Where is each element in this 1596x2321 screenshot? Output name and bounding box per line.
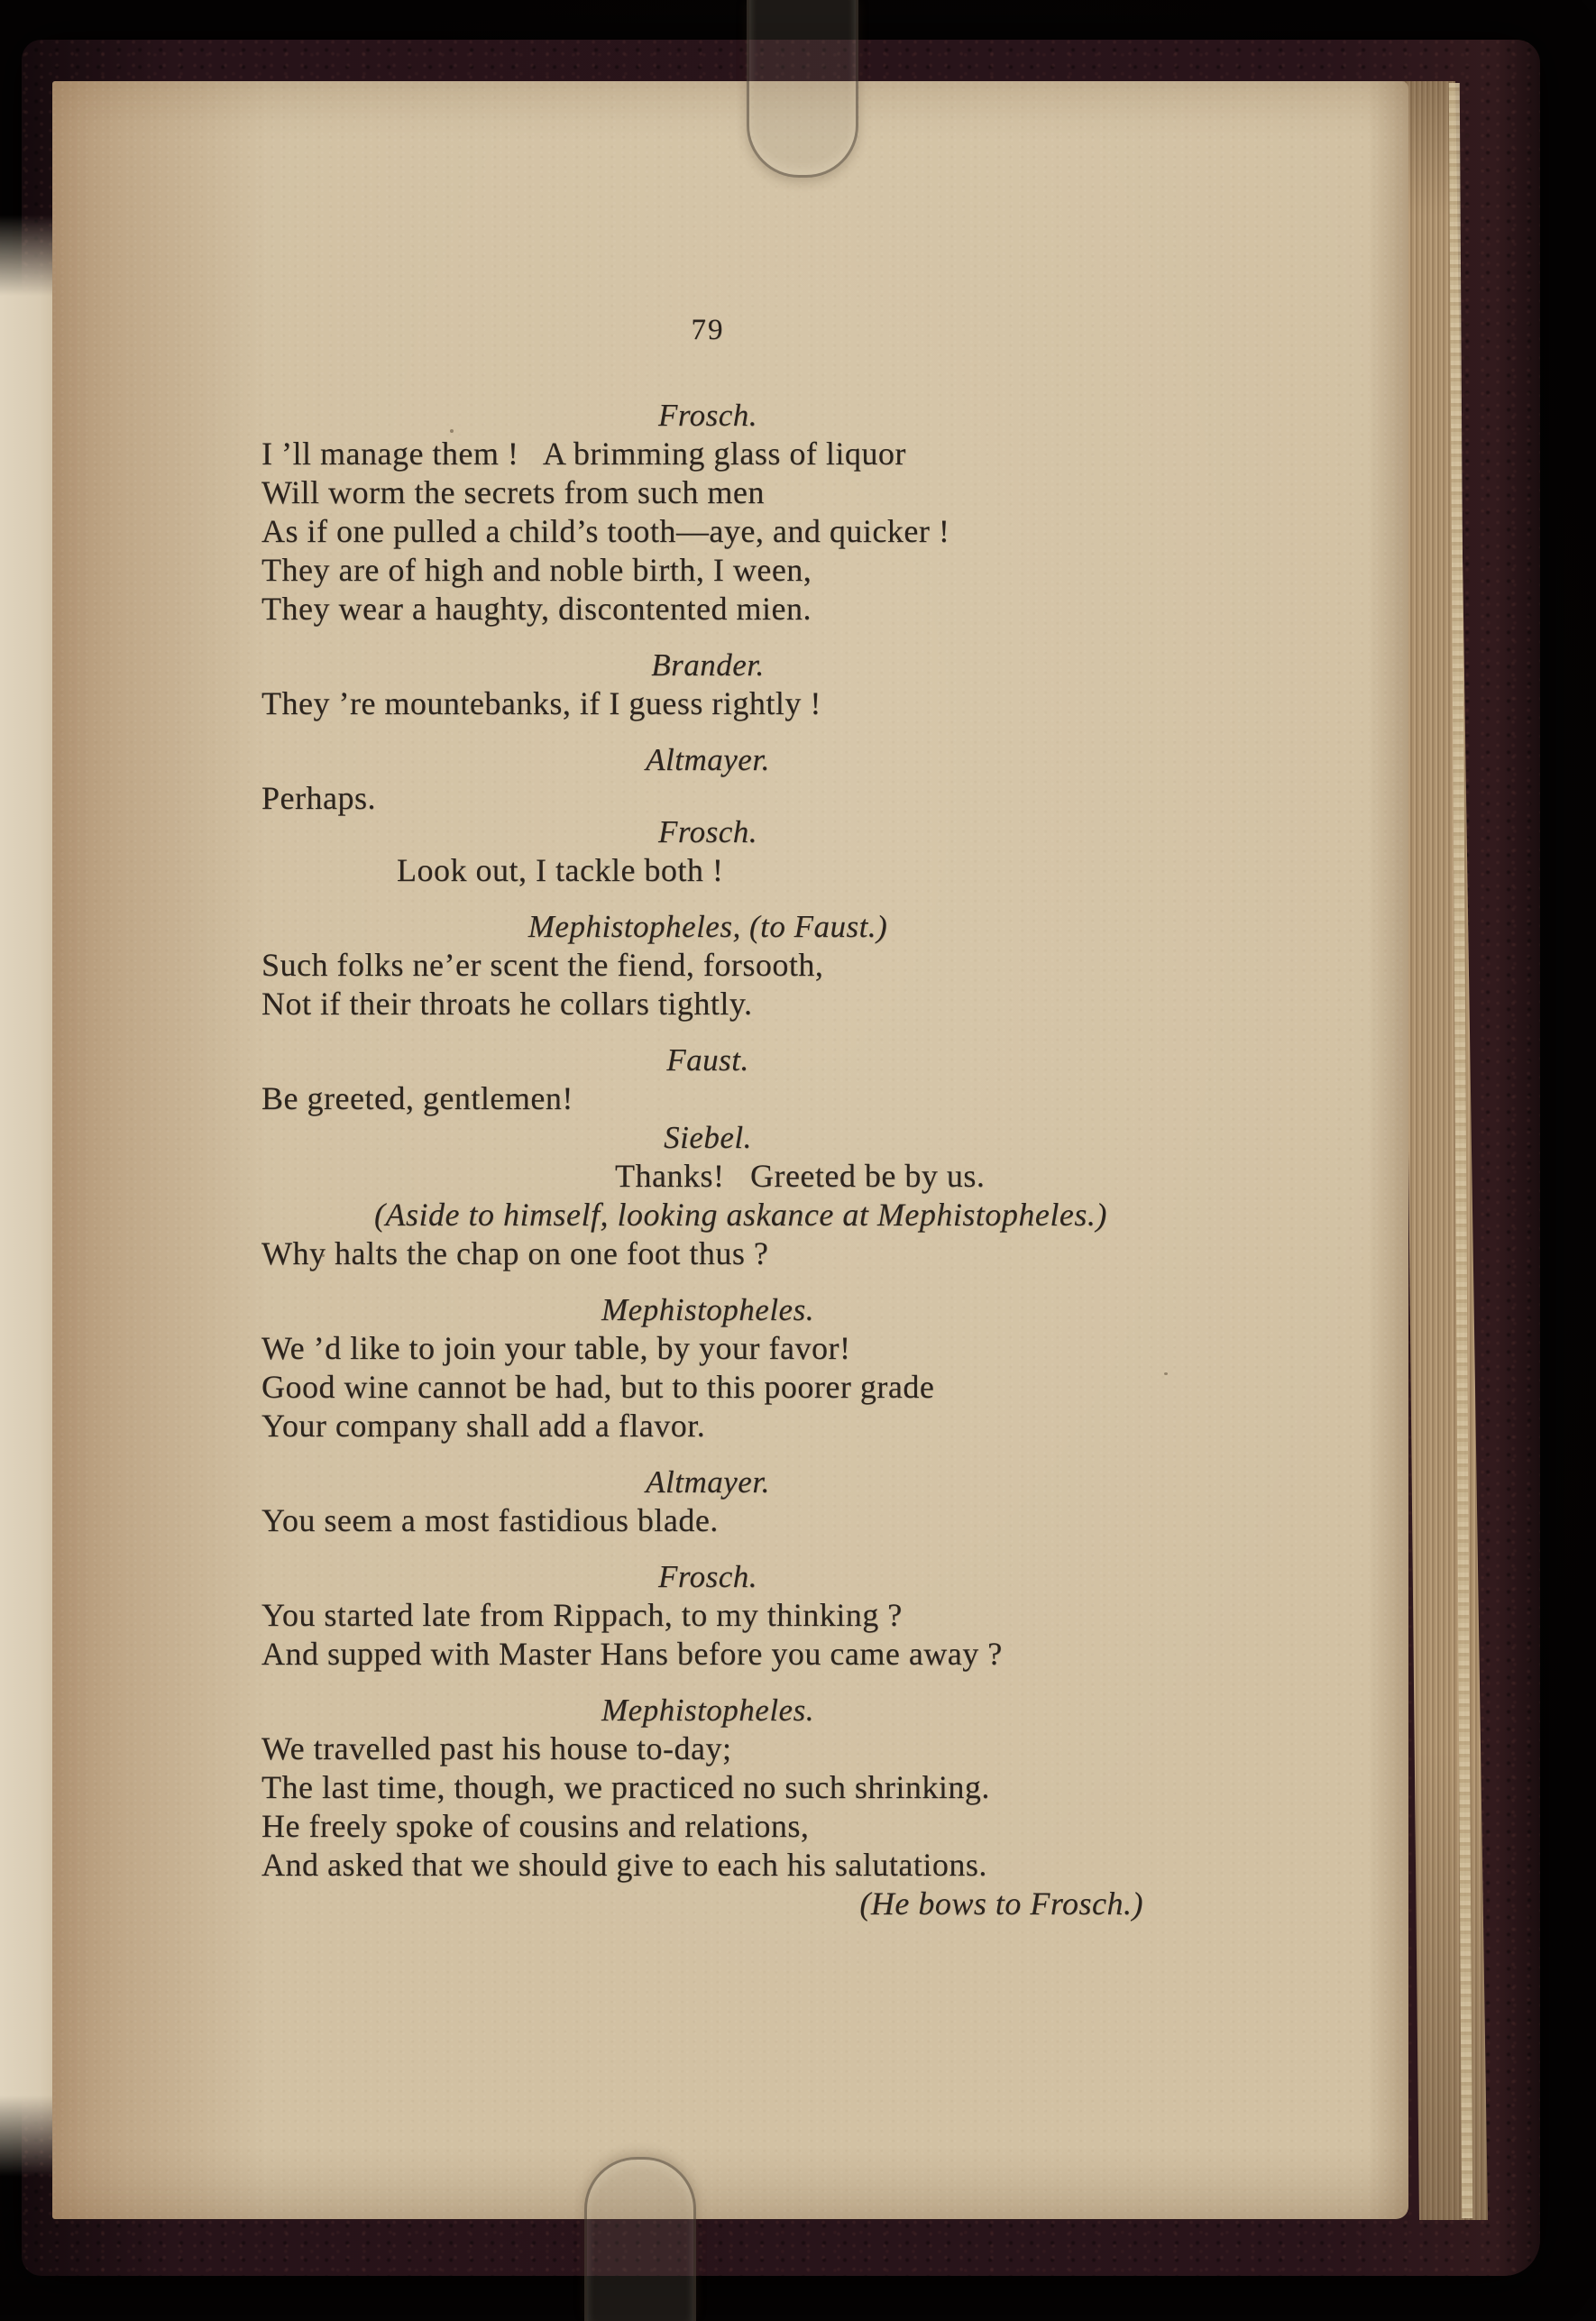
dialogue-line: Such folks ne’er scent the fiend, forsooth, — [261, 947, 824, 983]
dialogue-line: They wear a haughty, discontented mien. — [261, 591, 812, 627]
speaker-heading: Mephistopheles. — [601, 1292, 814, 1327]
dialogue-section — [261, 1463, 1154, 1540]
speaker-heading: Mephistopheles. — [601, 1693, 814, 1728]
dialogue-line: Why halts the chap on one foot thus ? — [261, 1235, 769, 1271]
paper-speck — [1164, 1372, 1168, 1375]
dialogue-line: Good wine cannot be had, but to this poorer grade — [261, 1369, 935, 1405]
section-lines — [261, 435, 1154, 628]
dialogue-section — [261, 646, 1154, 723]
dialogue-section — [261, 1041, 1154, 1118]
speaker-heading: Frosch. — [657, 398, 758, 433]
section-lines — [261, 1157, 1154, 1273]
dialogue-section — [261, 907, 1154, 1023]
section-lines — [261, 1501, 1154, 1540]
speaker-heading: Altmayer. — [646, 742, 770, 777]
dialogue-line: Your company shall add a flavor. — [261, 1408, 706, 1444]
dialogue-line: (Aside to himself, looking askance at Mephistopheles.) — [374, 1197, 1107, 1233]
speaker-heading: Mephistopheles, (to Faust.) — [527, 909, 888, 944]
dialogue-line: The last time, though, we practiced no such shrinking. — [261, 1769, 990, 1805]
dialogue-line: Will worm the secrets from such men — [261, 474, 765, 510]
page-number: 79 — [691, 314, 725, 346]
speaker-heading: Siebel. — [664, 1120, 752, 1155]
dialogue-section — [261, 1691, 1154, 1923]
dialogue-line: As if one pulled a child’s tooth—aye, and quicker ! — [261, 513, 950, 549]
dialogue-line: Look out, I tackle both ! — [397, 852, 724, 888]
dialogue-line: And supped with Master Hans before you came away ? — [261, 1636, 1003, 1672]
dialogue-line: You seem a most fastidious blade. — [261, 1502, 719, 1538]
section-lines — [261, 1079, 1154, 1118]
speaker-heading: Faust. — [666, 1042, 749, 1078]
dialogue-section — [261, 1557, 1154, 1674]
dialogue-line: Not if their throats he collars tightly. — [261, 986, 753, 1022]
dialogue-line: We travelled past his house to-day; — [261, 1730, 732, 1766]
dialogue-line: (He bows to Frosch.) — [859, 1885, 1143, 1922]
speaker-heading: Brander. — [651, 647, 765, 683]
section-lines — [261, 851, 1154, 890]
dialogue-line: Perhaps. — [261, 780, 376, 816]
dialogue-line: We ’d like to join your table, by your favor! — [261, 1330, 851, 1366]
section-lines — [261, 1329, 1154, 1445]
dialogue-line: And asked that we should give to each his salutations. — [261, 1847, 987, 1883]
dialogue-section — [261, 396, 1154, 628]
dialogue-section — [261, 1290, 1154, 1445]
dialogue-line: He freely spoke of cousins and relations, — [261, 1808, 810, 1844]
dialogue-line: I ’ll manage them ! A brimming glass of liquor — [261, 436, 906, 472]
book-page — [52, 81, 1408, 2219]
speaker-heading: Altmayer. — [646, 1464, 770, 1500]
dialogue-line: You started late from Rippach, to my thinking ? — [261, 1597, 903, 1633]
dialogue-section — [261, 740, 1154, 818]
dialogue-line: They are of high and noble birth, I ween, — [261, 552, 812, 588]
section-lines — [261, 946, 1154, 1023]
speaker-heading: Frosch. — [657, 1559, 758, 1594]
dialogue-section — [261, 812, 1154, 890]
bottom-page-clamp — [584, 2157, 696, 2321]
top-page-clamp — [747, 0, 858, 178]
page-content — [261, 81, 1154, 1923]
section-lines — [261, 684, 1154, 723]
dialogue-line: Thanks! Greeted be by us. — [615, 1158, 986, 1194]
speaker-heading: Frosch. — [657, 814, 758, 849]
dialogue-sections — [261, 396, 1154, 1923]
dialogue-line: Be greeted, gentlemen! — [261, 1080, 573, 1116]
section-lines — [261, 1729, 1154, 1923]
section-lines — [261, 1596, 1154, 1674]
dialogue-line: They ’re mountebanks, if I guess rightly ! — [261, 685, 821, 721]
dialogue-section — [261, 1118, 1154, 1273]
